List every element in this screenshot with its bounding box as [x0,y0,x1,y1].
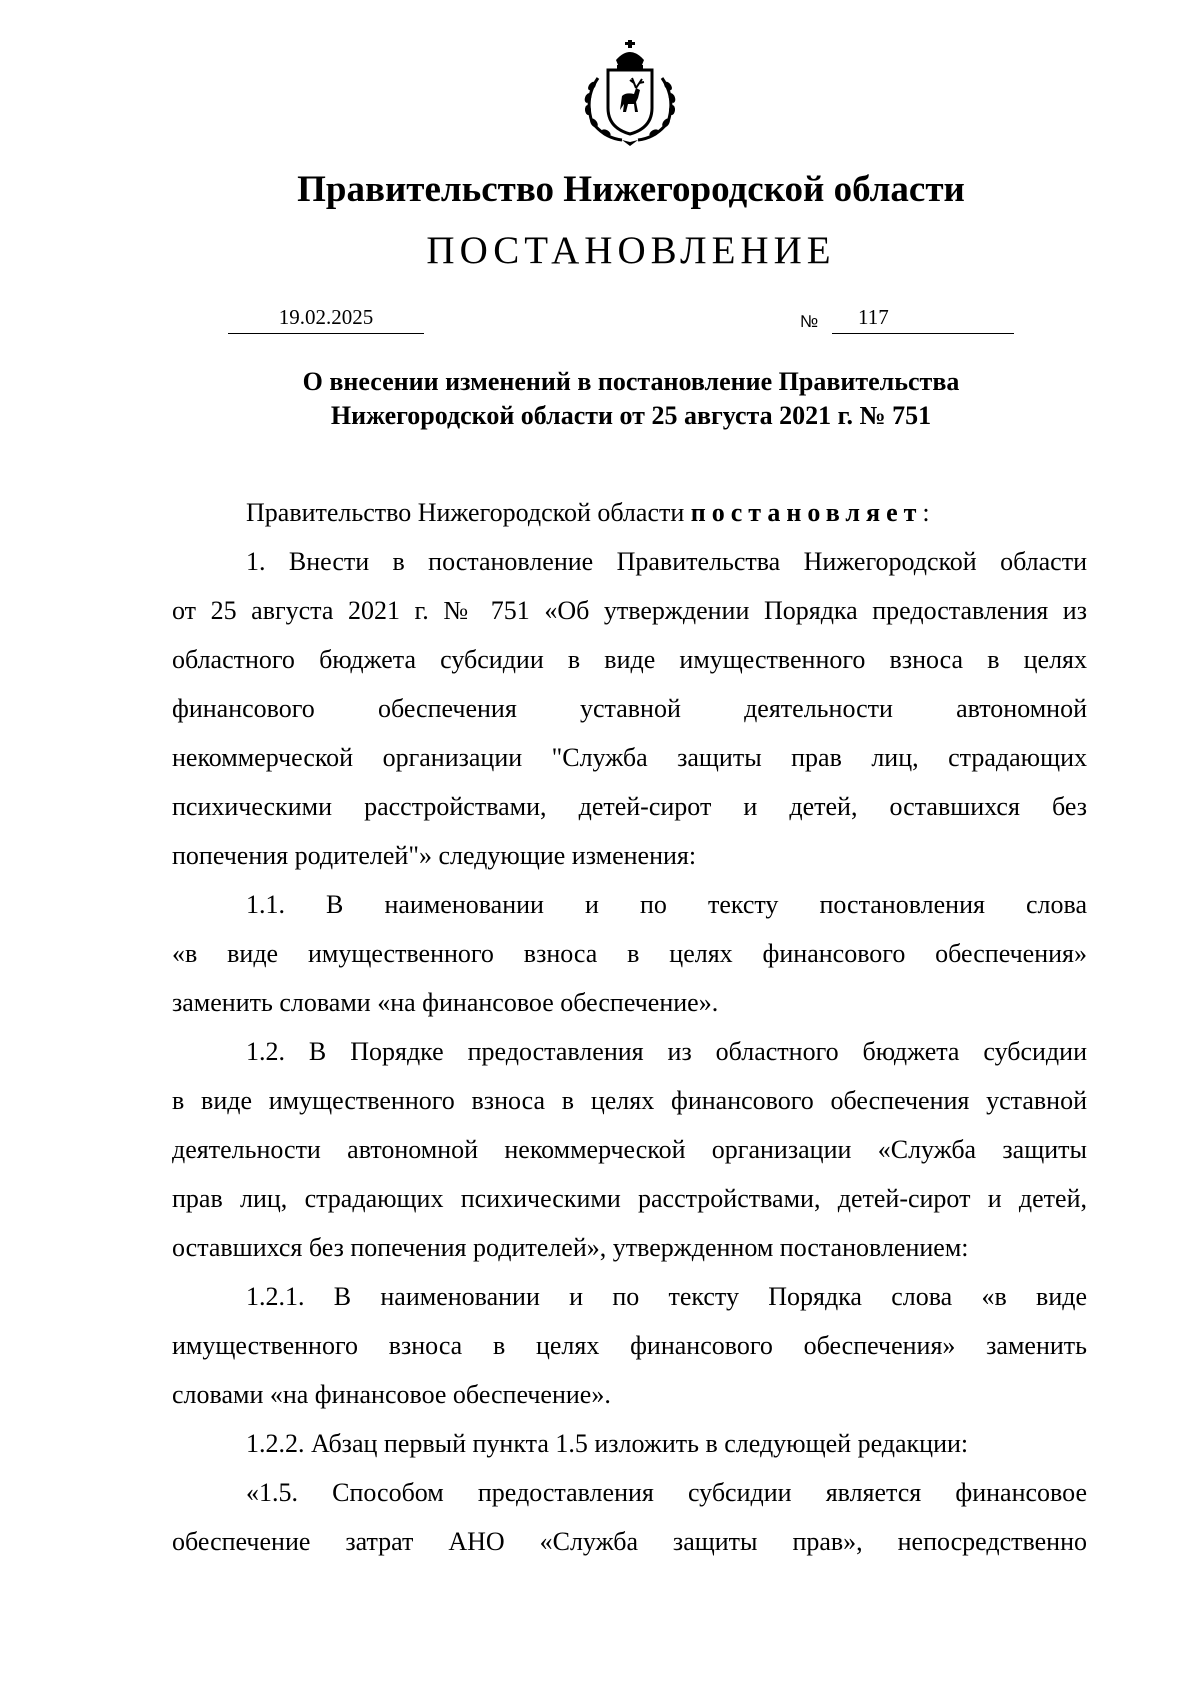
text-line: в виде имущественного взноса в целях финансового обеспечения уставной [172,1086,1087,1115]
item-1-2 [172,1027,1087,1272]
text-line: 1.2.1. В наименовании и по тексту Порядка слова «в виде [246,1282,1087,1311]
item-1-2-2: 1.2.2. Абзац первый пункта 1.5 изложить в следующей редакции: [246,1429,969,1458]
text-line: словами «на финансовое обеспечение». [172,1380,611,1409]
text-line: 1. Внести в постановление Правительства Нижегородской области [246,547,1087,576]
text-line: психическими расстройствами, детей-сирот и детей, оставшихся без [172,792,1087,821]
document-date: 19.02.2025 [228,305,424,334]
document-subject [0,365,1200,433]
text-line: некоммерческой организации "Служба защиты прав лиц, страдающих [172,743,1087,772]
document-type: ПОСТАНОВЛЕНИЕ [426,229,836,272]
number-label: № [800,312,819,331]
preamble [172,488,1087,537]
text-line: областного бюджета субсидии в виде имущественного взноса в целях [172,645,1087,674]
preamble-verb: постановляет [690,498,923,527]
document-body [172,488,1087,1566]
coat-of-arms-emblem [570,38,690,150]
preamble-text: Правительство Нижегородской области [246,498,691,527]
text-line: имущественного взноса в целях финансового обеспечения» заменить [172,1331,1087,1360]
authority-title: Правительство Нижегородской области [297,169,965,210]
subject-line: О внесении изменений в постановление Правительства [302,367,960,396]
text-line: «1.5. Способом предоставления субсидии является финансовое [246,1478,1087,1507]
text-line: обеспечение затрат АНО «Служба защиты прав», непосредственно [172,1527,1087,1556]
text-line: от 25 августа 2021 г. № 751 «Об утверждении Порядка предоставления из [172,596,1087,625]
subject-line: Нижегородской области от 25 августа 2021 г. № 751 [330,401,932,430]
text-line: заменить словами «на финансовое обеспечение». [172,988,719,1017]
text-line: «в виде имущественного взноса в целях финансового обеспечения» [172,939,1087,968]
document-number: 117 [832,305,1014,334]
text-line: финансового обеспечения уставной деятельности автономной [172,694,1087,723]
quote-1-5 [172,1468,1087,1566]
preamble-colon: : [922,498,930,527]
text-line: прав лиц, страдающих психическими расстройствами, детей-сирот и детей, [172,1184,1087,1213]
text-line: деятельности автономной некоммерческой организации «Служба защиты [172,1135,1087,1164]
text-line: попечения родителей"» следующие изменения: [172,841,697,870]
text-line: 1.2. В Порядке предоставления из областного бюджета субсидии [246,1037,1087,1066]
item-1-1 [172,880,1087,1027]
text-line: оставшихся без попечения родителей», утвержденном постановлением: [172,1233,969,1262]
text-line: 1.1. В наименовании и по тексту постановления слова [246,890,1087,919]
item-1-2-1 [172,1272,1087,1419]
item-1 [172,537,1087,880]
